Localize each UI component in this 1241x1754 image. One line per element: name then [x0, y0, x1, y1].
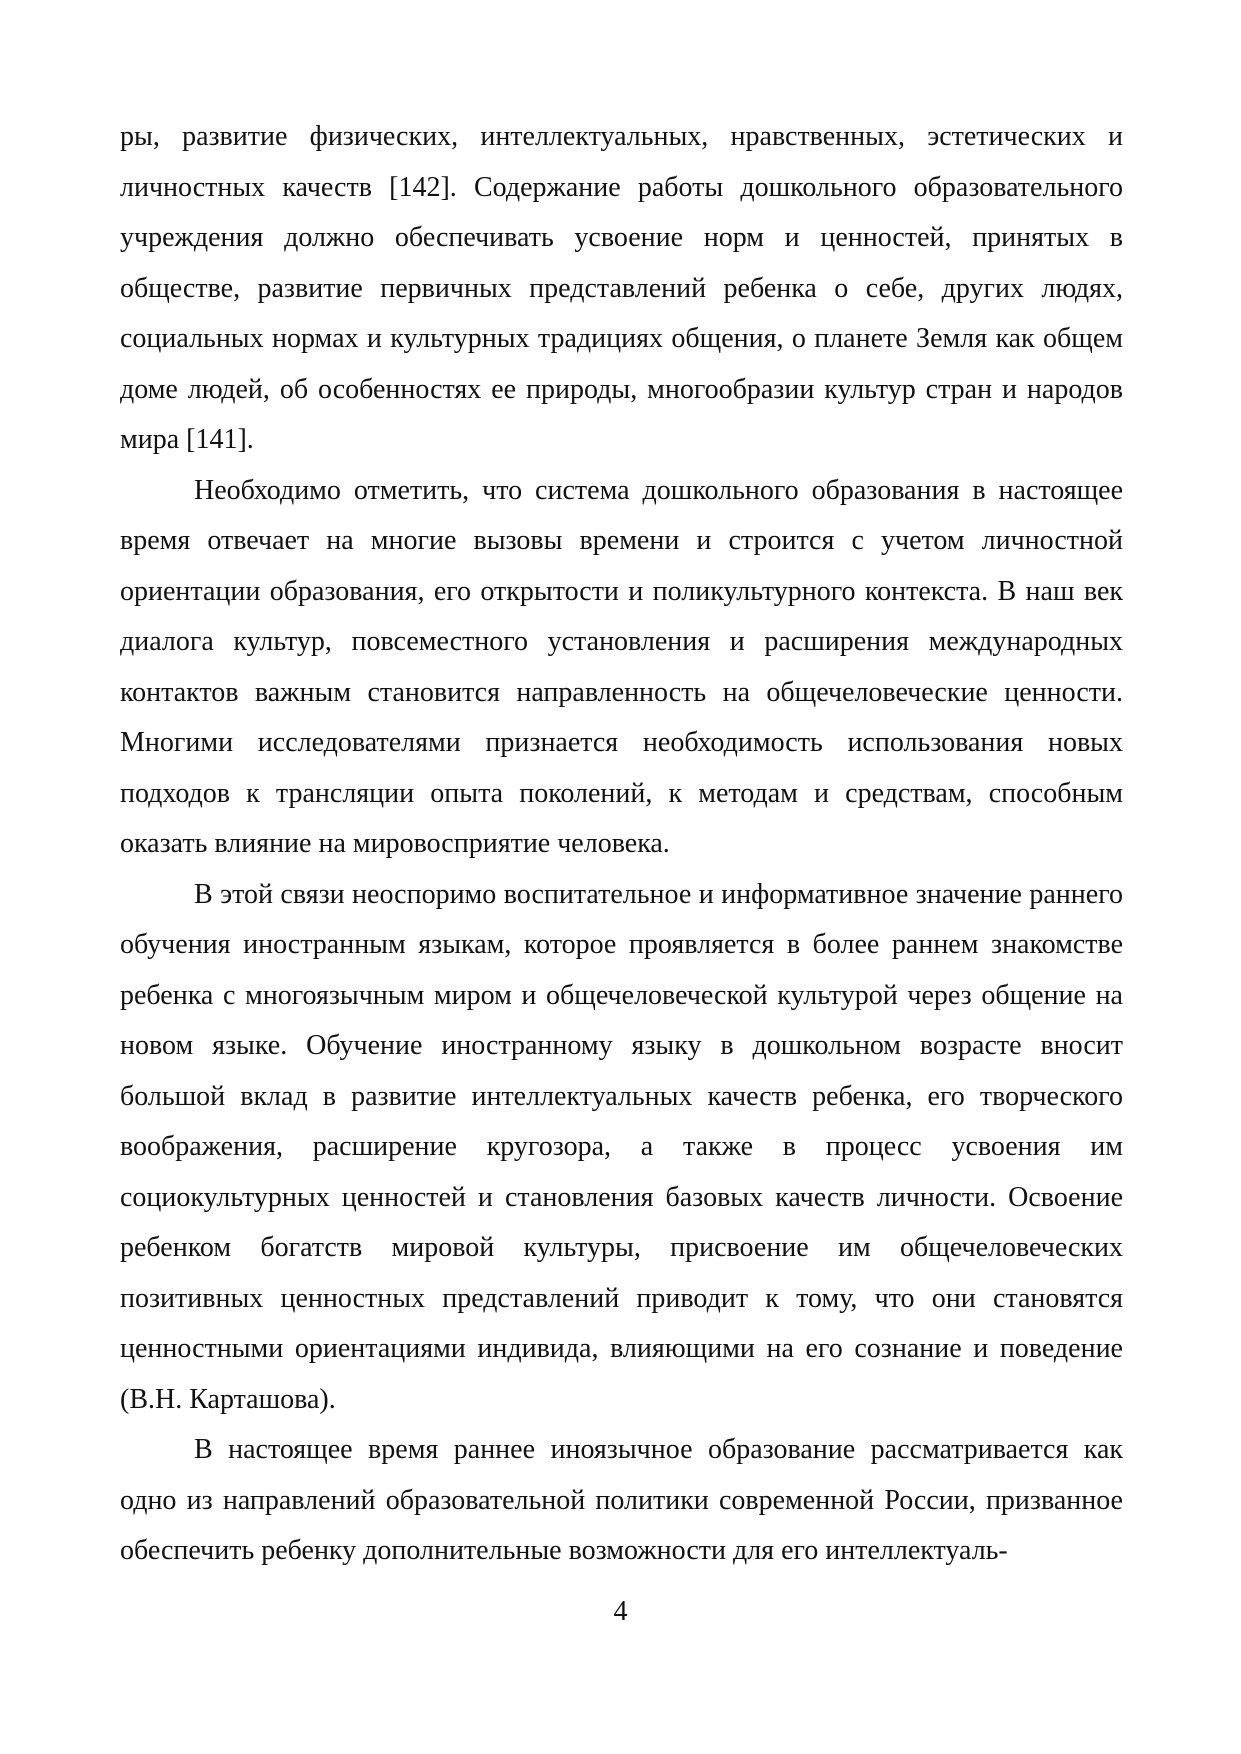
- paragraph: Необходимо отметить, что система дошкольного образования в настоящее время отвечает на многие вызовы времени и строится с учетом личностной ориентации образования, его открытости и поликультурного контекста. В наш век диалога культур, повсеместного установления и расширения международных контактов важным становится направленность на общечеловеческие ценности. Многими исследователями признается необходимость использования новых подходов к трансляции опыта поколений, к методам и средствам, способным оказать влияние на мировосприятие человека.: [120, 474, 1123, 859]
- paragraph: В этой связи неоспоримо воспитательное и информативное значение раннего обучения иностранным языкам, которое проявляется в более раннем знакомстве ребенка с многоязычным миром и общечеловеческой культурой через общение на новом языке. Обучение иностранному языку в дошкольном возрасте вносит большой вклад в развитие интеллектуальных качеств ребенка, его творческого воображения, расширение кругозора, а также в процесс усвоения им социокультурных ценностей и становления базовых качеств личности. Освоение ребенком богатств мировой культуры, присвоение им общечеловеческих позитивных ценностных представлений приводит к тому, что они становятся ценностными ориентациями индивида, влияющими на его сознание и поведение (В.Н. Карташова).: [120, 878, 1123, 1415]
- paragraph: В настоящее время раннее иноязычное образование рассматривается как одно из направлений образовательной политики современной России, призванное обеспечить ребенку дополнительные возможности для его интеллектуаль-: [120, 1434, 1123, 1566]
- body-text: [120, 112, 1123, 1577]
- paragraph-continuation: ры, развитие физических, интеллектуальных, нравственных, эстетических и личностных качеств [142]. Содержание работы дошкольного образовательного учреждения должно обеспечивать усвоение норм и ценностей, принятых в обществе, развитие первичных представлений ребенка о себе, других людях, социальных нормах и культурных традициях общения, о планете Земля как общем доме людей, об особенностях ее природы, многообразии культур стран и народов мира [141].: [120, 121, 1123, 455]
- page-number: 4: [613, 1596, 628, 1627]
